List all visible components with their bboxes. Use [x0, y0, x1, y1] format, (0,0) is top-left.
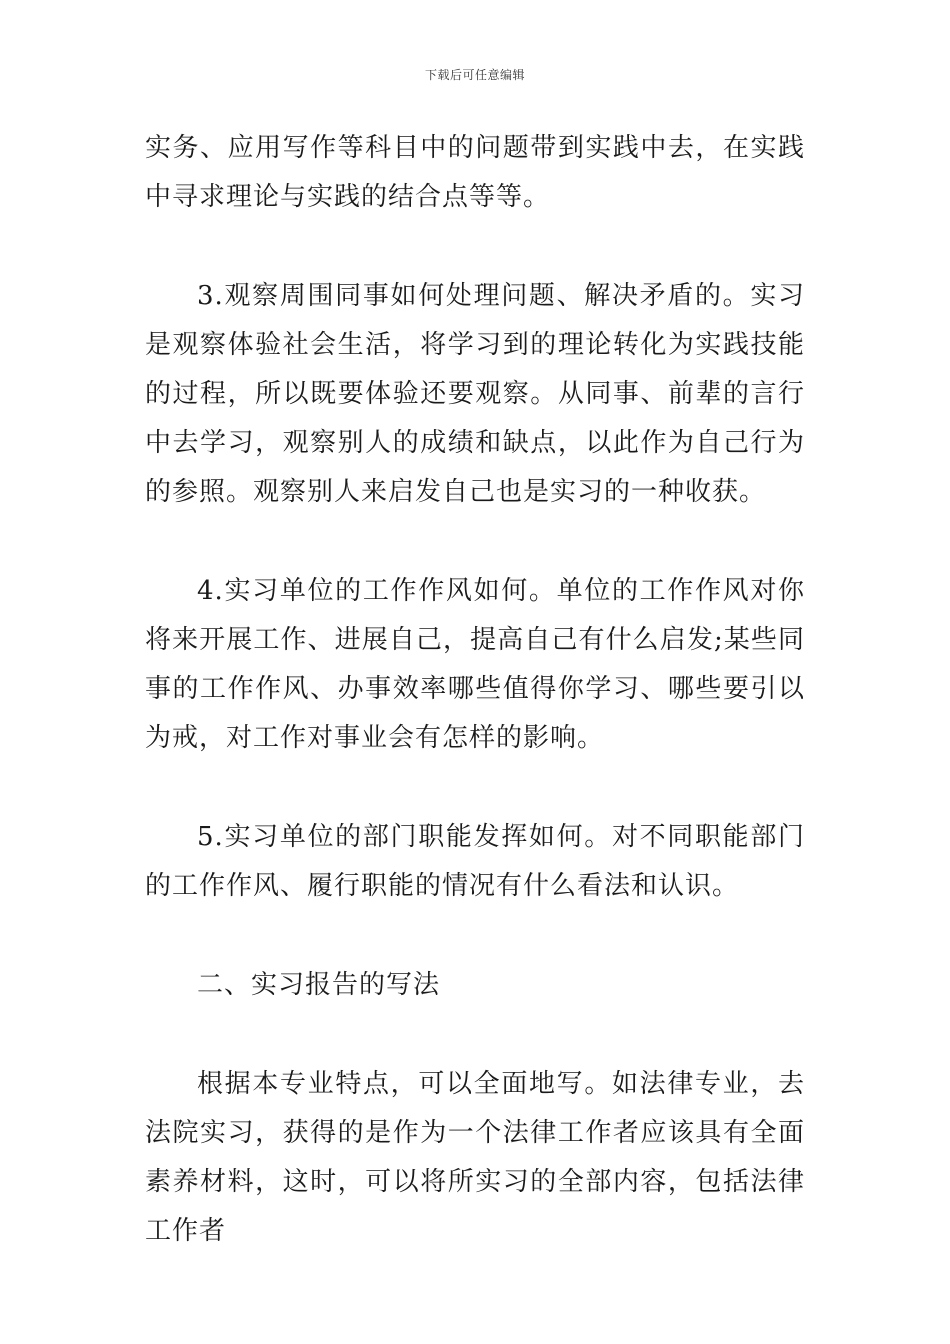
section-heading: 二、实习报告的写法 — [197, 970, 441, 1000]
paragraph-item-5: 5.实习单位的部门职能发挥如何。对不同职能部门的工作作风、履行职能的情况有什么看法和认识。 — [145, 822, 805, 901]
paragraph-continuation: 实务、应用写作等科目中的问题带到实践中去，在实践中寻求理论与实践的结合点等等。 — [145, 133, 805, 212]
paragraph-item-4: 4.实习单位的工作作风如何。单位的工作作风对你将来开展工作、进展自己，提高自己有什么启发;某些同事的工作作风、办事效率哪些值得你学习、哪些要引以为戒，对工作对事业会有怎样的影响。 — [145, 576, 805, 753]
page-header: 下载后可任意编辑 — [424, 68, 525, 82]
paragraph-item-3: 3.观察周围同事如何处理问题、解决矛盾的。实习是观察体验社会生活，将学习到的理论转化为实践技能的过程，所以既要体验还要观察。从同事、前辈的言行中去学习，观察别人的成绩和缺点，以此作为自己行为的参照。观察别人来启发自己也是实习的一种收获。 — [145, 281, 805, 507]
document-body — [145, 124, 805, 1256]
paragraph-writing-method: 根据本专业特点，可以全面地写。如法律专业，去法院实习，获得的是作为一个法律工作者应该具有全面素养材料，这时，可以将所实习的全部内容，包括法律工作者 — [145, 1069, 805, 1246]
